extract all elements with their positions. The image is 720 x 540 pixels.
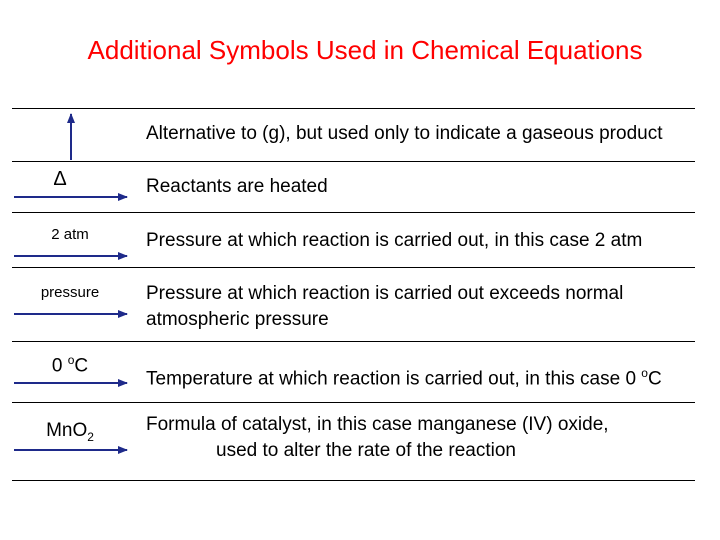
row-catalyst-description-line2: used to alter the rate of the reaction bbox=[216, 440, 516, 461]
row-catalyst-description-line1: Formula of catalyst, in this case manganese (IV) oxide, bbox=[146, 414, 609, 435]
row-catalyst-symbol-o: O bbox=[72, 420, 88, 441]
row-pressure-description-line1: Pressure at which reaction is carried out exceeds normal bbox=[146, 283, 624, 304]
row-heat-symbol: Δ bbox=[53, 168, 67, 190]
row-pressure-description-line2: atmospheric pressure bbox=[146, 309, 329, 330]
row-temp-description-prefix: Temperature at which reaction is carried out, in this case 0 bbox=[146, 368, 642, 390]
row-temp-symbol-suffix: C bbox=[74, 355, 89, 377]
row-temp-symbol-prefix: 0 bbox=[51, 355, 68, 377]
row-temp-description-degree: o bbox=[641, 366, 648, 380]
row-2atm-description: Pressure at which reaction is carried out, in this case 2 atm bbox=[146, 230, 643, 251]
row-temp-description bbox=[146, 360, 662, 392]
row-pressure-symbol: pressure bbox=[40, 284, 100, 301]
row-heat-description: Reactants are heated bbox=[146, 176, 328, 197]
row-temp-description-suffix: C bbox=[647, 368, 662, 390]
slide-title: Additional Symbols Used in Chemical Equations bbox=[87, 35, 643, 65]
row-catalyst-symbol-mn: Mn bbox=[46, 420, 73, 441]
row-temp-symbol bbox=[10, 353, 130, 377]
row-temp-symbol-degree: o bbox=[67, 353, 75, 367]
row-catalyst-symbol bbox=[10, 420, 130, 444]
row-gas-description: Alternative to (g), but used only to indicate a gaseous product bbox=[146, 123, 663, 144]
row-2atm-symbol: 2 atm bbox=[51, 226, 89, 243]
row-catalyst-symbol-sub: 2 bbox=[87, 429, 94, 444]
